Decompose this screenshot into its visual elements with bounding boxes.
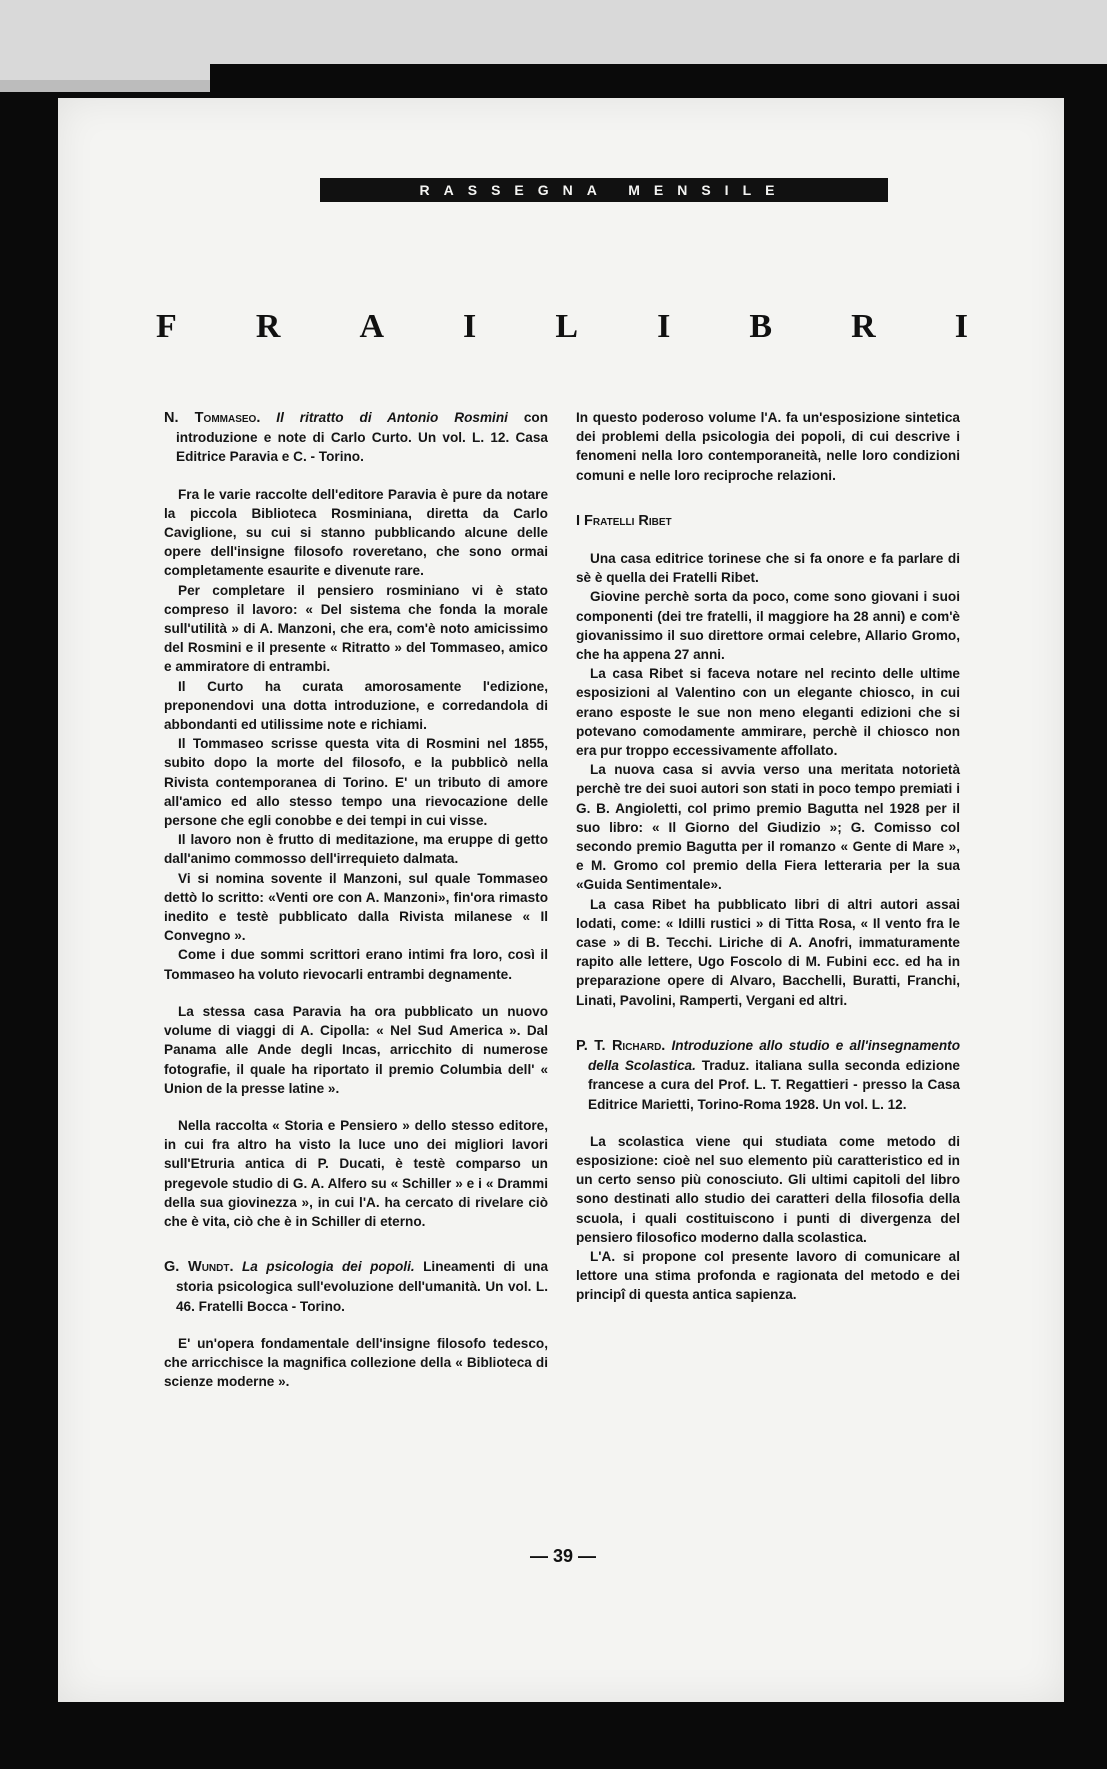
title-letter: B bbox=[749, 308, 773, 345]
paragraph: Il Curto ha curata amorosamente l'edizione, preponendovi una dotta introduzione, e corredandola di abbondanti ed utilissime note e richiami. bbox=[164, 678, 548, 733]
paragraph: Per completare il pensiero rosminiano vi è stato compreso il lavoro: « Del sistema che fonda la morale sull'utilità » di A. Manzoni, che era, com'è noto amicissimo del Rosmini e il presente « Ritratto » del Tommaseo, amico e ammiratore di entrambi. bbox=[164, 582, 548, 675]
title-letter: I bbox=[657, 308, 671, 345]
right-column bbox=[576, 408, 960, 1305]
paragraph: Una casa editrice torinese che si fa onore e fa parlare di sè è quella dei Fratelli Ribet. bbox=[576, 551, 960, 586]
paragraph: Fra le varie raccolte dell'editore Paravia è pure da notare la piccola Biblioteca Rosminiana, diretta da Carlo Caviglione, su cui si stanno pubblicando alcune delle opere dell'insigne filosofo roveretano, che sono ormai completamente esaurite e divenute rare. bbox=[164, 486, 548, 579]
paragraph: L'A. si propone col presente lavoro di comunicare al lettore una stima profonda e ragionata del metodo e dei principî di questa antica sapienza. bbox=[576, 1248, 960, 1303]
paragraph: Il lavoro non è frutto di meditazione, ma eruppe di getto dall'animo commosso dell'irrequieto dalmata. bbox=[164, 832, 548, 867]
paragraph: In questo poderoso volume l'A. fa un'esposizione sintetica dei problemi della psicologia dei popoli, di cui descrive i fenomeni nella loro contemporaneità, nelle loro condizioni comuni e nelle loro reciproche relazioni. bbox=[576, 410, 960, 483]
paragraph: Vi si nomina sovente il Manzoni, sul quale Tommaseo dettò lo scritto: «Venti ore con A. Manzoni», fin'ora rimasto inedito e testè pubblicato dalla Rivista milanese « Il Convegno ». bbox=[164, 870, 548, 944]
title-letter: L bbox=[555, 308, 579, 345]
paragraph: Nella raccolta « Storia e Pensiero » dello stesso editore, in cui fra altro ha visto la luce uno dei migliori lavori sull'Etruria antica di P. Ducati, è testè comparso un pregevole studio di G. A. Alfero su « Schiller » e i « Drammi della sua giovinezza », in cui l'A. ha cercato di rivelare ciò che è vita, ciò che è in Schiller di eterno. bbox=[164, 1117, 548, 1229]
paragraph: La scolastica viene qui studiata come metodo di esposizione: cioè nel suo elemento più caratteristico ed in un certo senso più conosciuto. Gli ultimi capitoli del libro sono destinati allo studio dei caratteri della filosofia della scuola, i quali costituiscono i punti di divergenza del pensiero filosofico moderno dalla scolastica. bbox=[576, 1133, 960, 1245]
review-heading bbox=[576, 1036, 960, 1114]
paragraph: Come i due sommi scrittori erano intimi fra loro, così il Tommaseo ha voluto rievocarli entrambi degnamente. bbox=[164, 947, 548, 982]
review-title: I Fratelli Ribet bbox=[576, 512, 672, 529]
section-title bbox=[156, 308, 968, 346]
paragraph: La nuova casa si avvia verso una meritata notorietà perchè tre dei suoi autori son stati in poco tempo premiati i G. B. Angioletti, col primo premio Bagutta nel 1928 per il suo libro: « Il Giorno del Giudizio »; G. Comisso col secondo premio Bagutta per il romanzo « Gente di Mare », e M. Gromo col premio della Fiera letteraria per la sua «Guida Sentimentale». bbox=[576, 762, 960, 893]
review-author: G. Wundt. bbox=[164, 1259, 234, 1276]
review-title: Introduzione allo studio e all'insegnamento della Scolastica. bbox=[588, 1037, 960, 1074]
review-author: N. Tommaseo. bbox=[164, 410, 261, 426]
page-number: — 39 — bbox=[529, 1546, 597, 1566]
scan-border-left bbox=[0, 96, 60, 1769]
scan-border-bottom bbox=[0, 1700, 1107, 1769]
scan-border-top bbox=[210, 64, 1107, 100]
review-details: Lineamenti di una storia psicologica sull'evoluzione dell'umanità. Un vol. L. 46. Fratelli Bocca - Torino. bbox=[176, 1259, 549, 1314]
paragraph: La stessa casa Paravia ha ora pubblicato un nuovo volume di viaggi di A. Cipolla: « Nel Sud America ». Dal Panama alle Ande degli Incas, arricchito di numerose fotografie, il quale ha riportato il premio Columbia dell' « Union de la presse latine ». bbox=[164, 1003, 548, 1096]
left-column bbox=[164, 408, 548, 1391]
review-details: Traduz. italiana sulla seconda edizione francese a cura del Prof. L. T. Regattieri - presso la Casa Editrice Marietti, Torino-Roma 1928. Un vol. L. 12. bbox=[588, 1058, 960, 1112]
title-letter: I bbox=[954, 308, 968, 345]
magazine-page bbox=[58, 98, 1064, 1702]
paragraph: E' un'opera fondamentale dell'insigne filosofo tedesco, che arricchisce la magnifica collezione della « Biblioteca di scienze moderne ». bbox=[164, 1335, 548, 1390]
review-heading bbox=[164, 408, 548, 467]
title-letter: R bbox=[851, 308, 876, 345]
title-letter: I bbox=[463, 308, 477, 345]
review-heading bbox=[164, 1257, 548, 1316]
review-author: P. T. Richard. bbox=[576, 1037, 666, 1054]
review-details: con introduzione e note di Carlo Curto. Un vol. L. 12. Casa Editrice Paravia e C. - Torino. bbox=[176, 410, 549, 465]
paragraph: La casa Ribet ha pubblicato libri di altri autori assai lodati, come: « Idilli rustici » di Titta Rosa, « Il vento fra le case » di B. Tecchi. Liriche di A. Anofri, immaturamente rapito alle lettere, Ugo Foscolo di M. Fubini ecc. ed ha in preparazione opere di Alvaro, Bacchelli, Buratti, Franchi, Linati, Pavolini, Ramperti, Vergani ed altri. bbox=[576, 896, 960, 1008]
paragraph: La casa Ribet si faceva notare nel recinto delle ultime esposizioni al Valentino con un elegante chiosco, in cui erano esposte le sue non meno eleganti edizioni che si potevano comodamente ammirare, perchè il chiosco non era pur troppo eccessivamente affollato. bbox=[576, 666, 960, 759]
header-band: RASSEGNA MENSILE bbox=[320, 178, 888, 202]
title-letter: R bbox=[255, 308, 281, 345]
scan-border-right bbox=[1062, 64, 1107, 1769]
paragraph: Giovine perchè sorta da poco, come sono giovani i suoi componenti (dei tre fratelli, il maggiore ha 28 anni) e com'è giovanissimo il suo direttore ormai celebre, Allario Gromo, che ha appena 27 anni. bbox=[576, 589, 960, 663]
review-title: La psicologia dei popoli. bbox=[241, 1259, 415, 1275]
review-heading bbox=[576, 511, 960, 531]
paragraph: Il Tommaseo scrisse questa vita di Rosmini nel 1855, subito dopo la morte del filosofo, e la pubblicò nella Rivista contemporanea di Torino. E' un tributo di amore all'amico ed allo stesso tempo una rievocazione delle persone che egli conobbe e dei tempi in cui visse. bbox=[164, 736, 548, 829]
review-title: Il ritratto di Antonio Rosmini bbox=[276, 410, 508, 425]
title-letter: A bbox=[359, 308, 384, 345]
title-letter: F bbox=[156, 308, 177, 345]
